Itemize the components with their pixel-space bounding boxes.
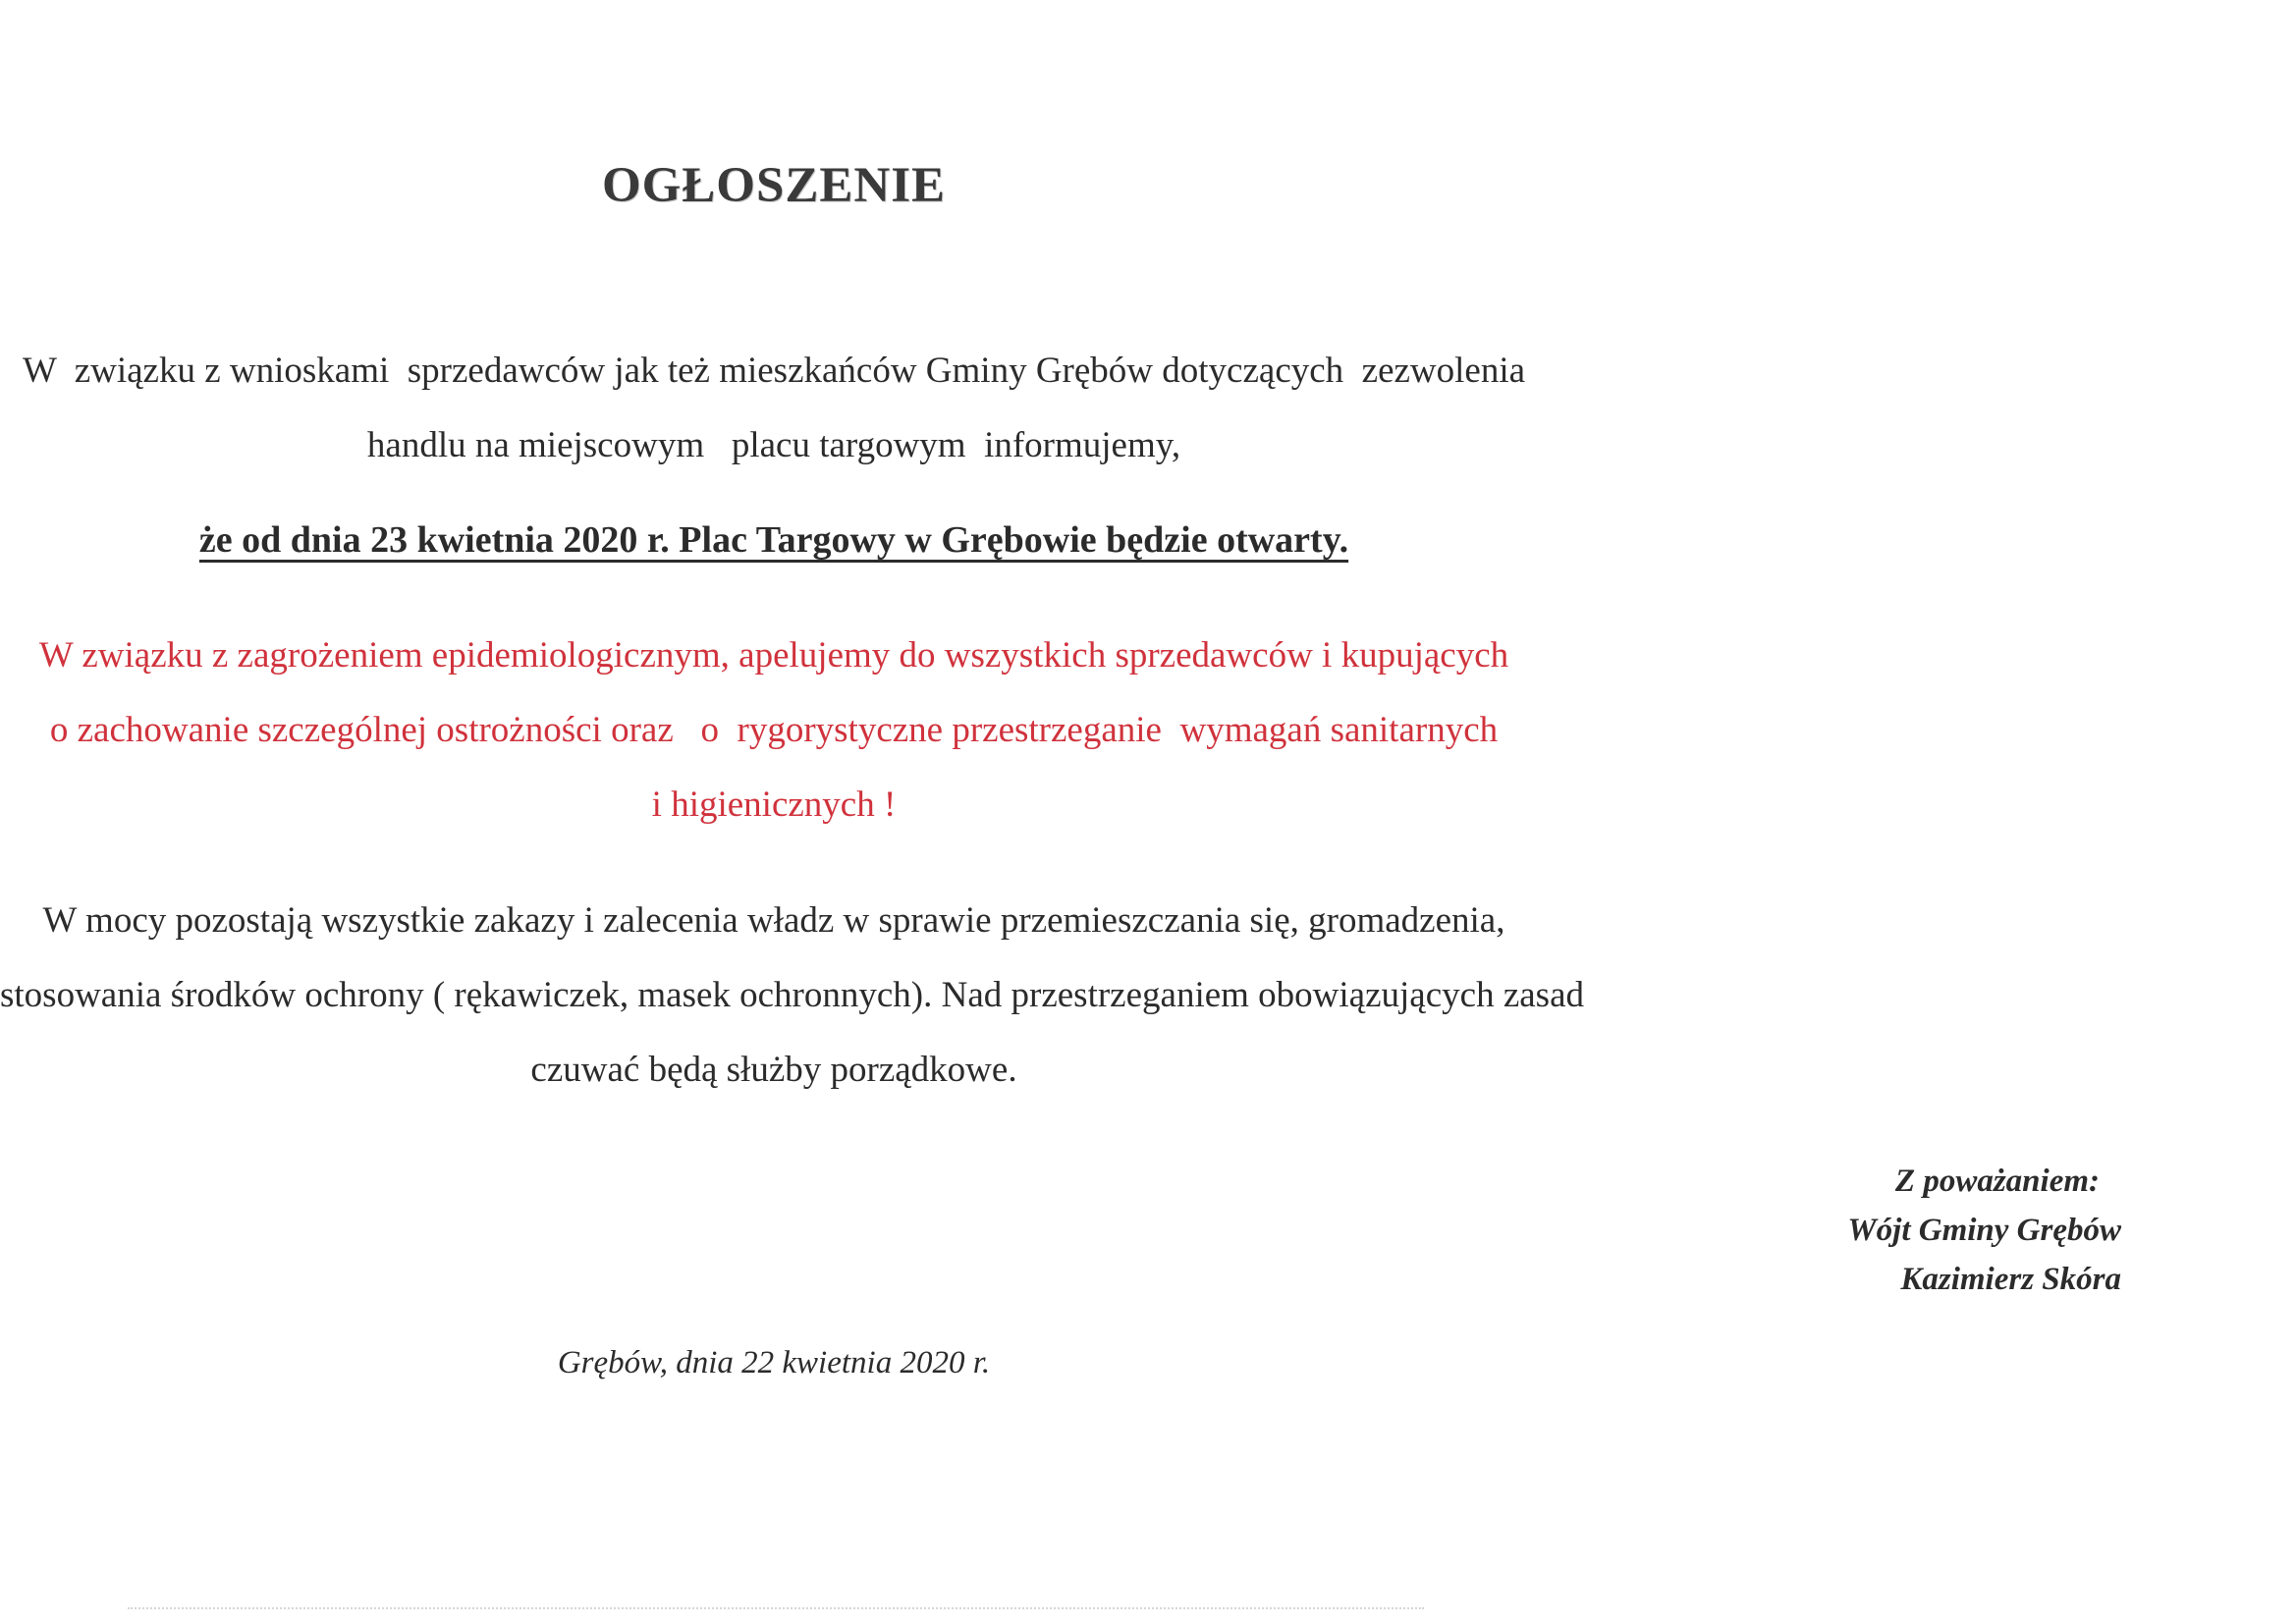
warning-line-1: W związku z zagrożeniem epidemiologicznym, apelujemy do wszystkich sprzedawców i kupujących bbox=[38, 635, 1509, 676]
signature-position: Wójt Gminy Grębów bbox=[1847, 1213, 2121, 1248]
restrictions-paragraph bbox=[0, 884, 1584, 1108]
restrictions-line-2: stosowania środków ochrony ( rękawiczek, masek ochronnych). Nad przestrzeganiem obowiązujących zasad bbox=[0, 975, 1584, 1015]
opening-announcement bbox=[0, 503, 1548, 577]
intro-line-1: W związku z wnioskami sprzedawców jak też mieszkańców Gminy Grębów dotyczących zezwolenia bbox=[22, 351, 1526, 391]
warning-line-2: o zachowanie szczególnej ostrożności oraz o rygorystyczne przestrzeganie wymagań sanitarnych bbox=[49, 710, 1499, 750]
signature-name: Kazimierz Skóra bbox=[1900, 1262, 2121, 1297]
signature-closing: Z poważaniem: bbox=[1894, 1163, 2100, 1199]
page-title: OGŁOSZENIE bbox=[601, 158, 947, 213]
warning-line-3: i higienicznych ! bbox=[651, 784, 897, 825]
place-and-date: Grębów, dnia 22 kwietnia 2020 r. bbox=[557, 1345, 991, 1380]
restrictions-line-1: W mocy pozostają wszystkie zakazy i zalecenia władz w sprawie przemieszczania się, gromadzenia, bbox=[42, 900, 1505, 941]
signature-block bbox=[982, 1157, 2121, 1304]
footer-scan-edge bbox=[128, 1607, 1424, 1609]
sanitary-warning-paragraph bbox=[0, 619, 1548, 842]
opening-announcement-text: że od dnia 23 kwietnia 2020 r. Plac Targowy w Grębowie będzie otwarty. bbox=[198, 519, 1349, 561]
intro-line-2: handlu na miejscowym placu targowym informujemy, bbox=[366, 425, 1181, 465]
restrictions-line-3: czuwać będą służby porządkowe. bbox=[530, 1050, 1017, 1090]
intro-paragraph bbox=[0, 334, 1548, 483]
